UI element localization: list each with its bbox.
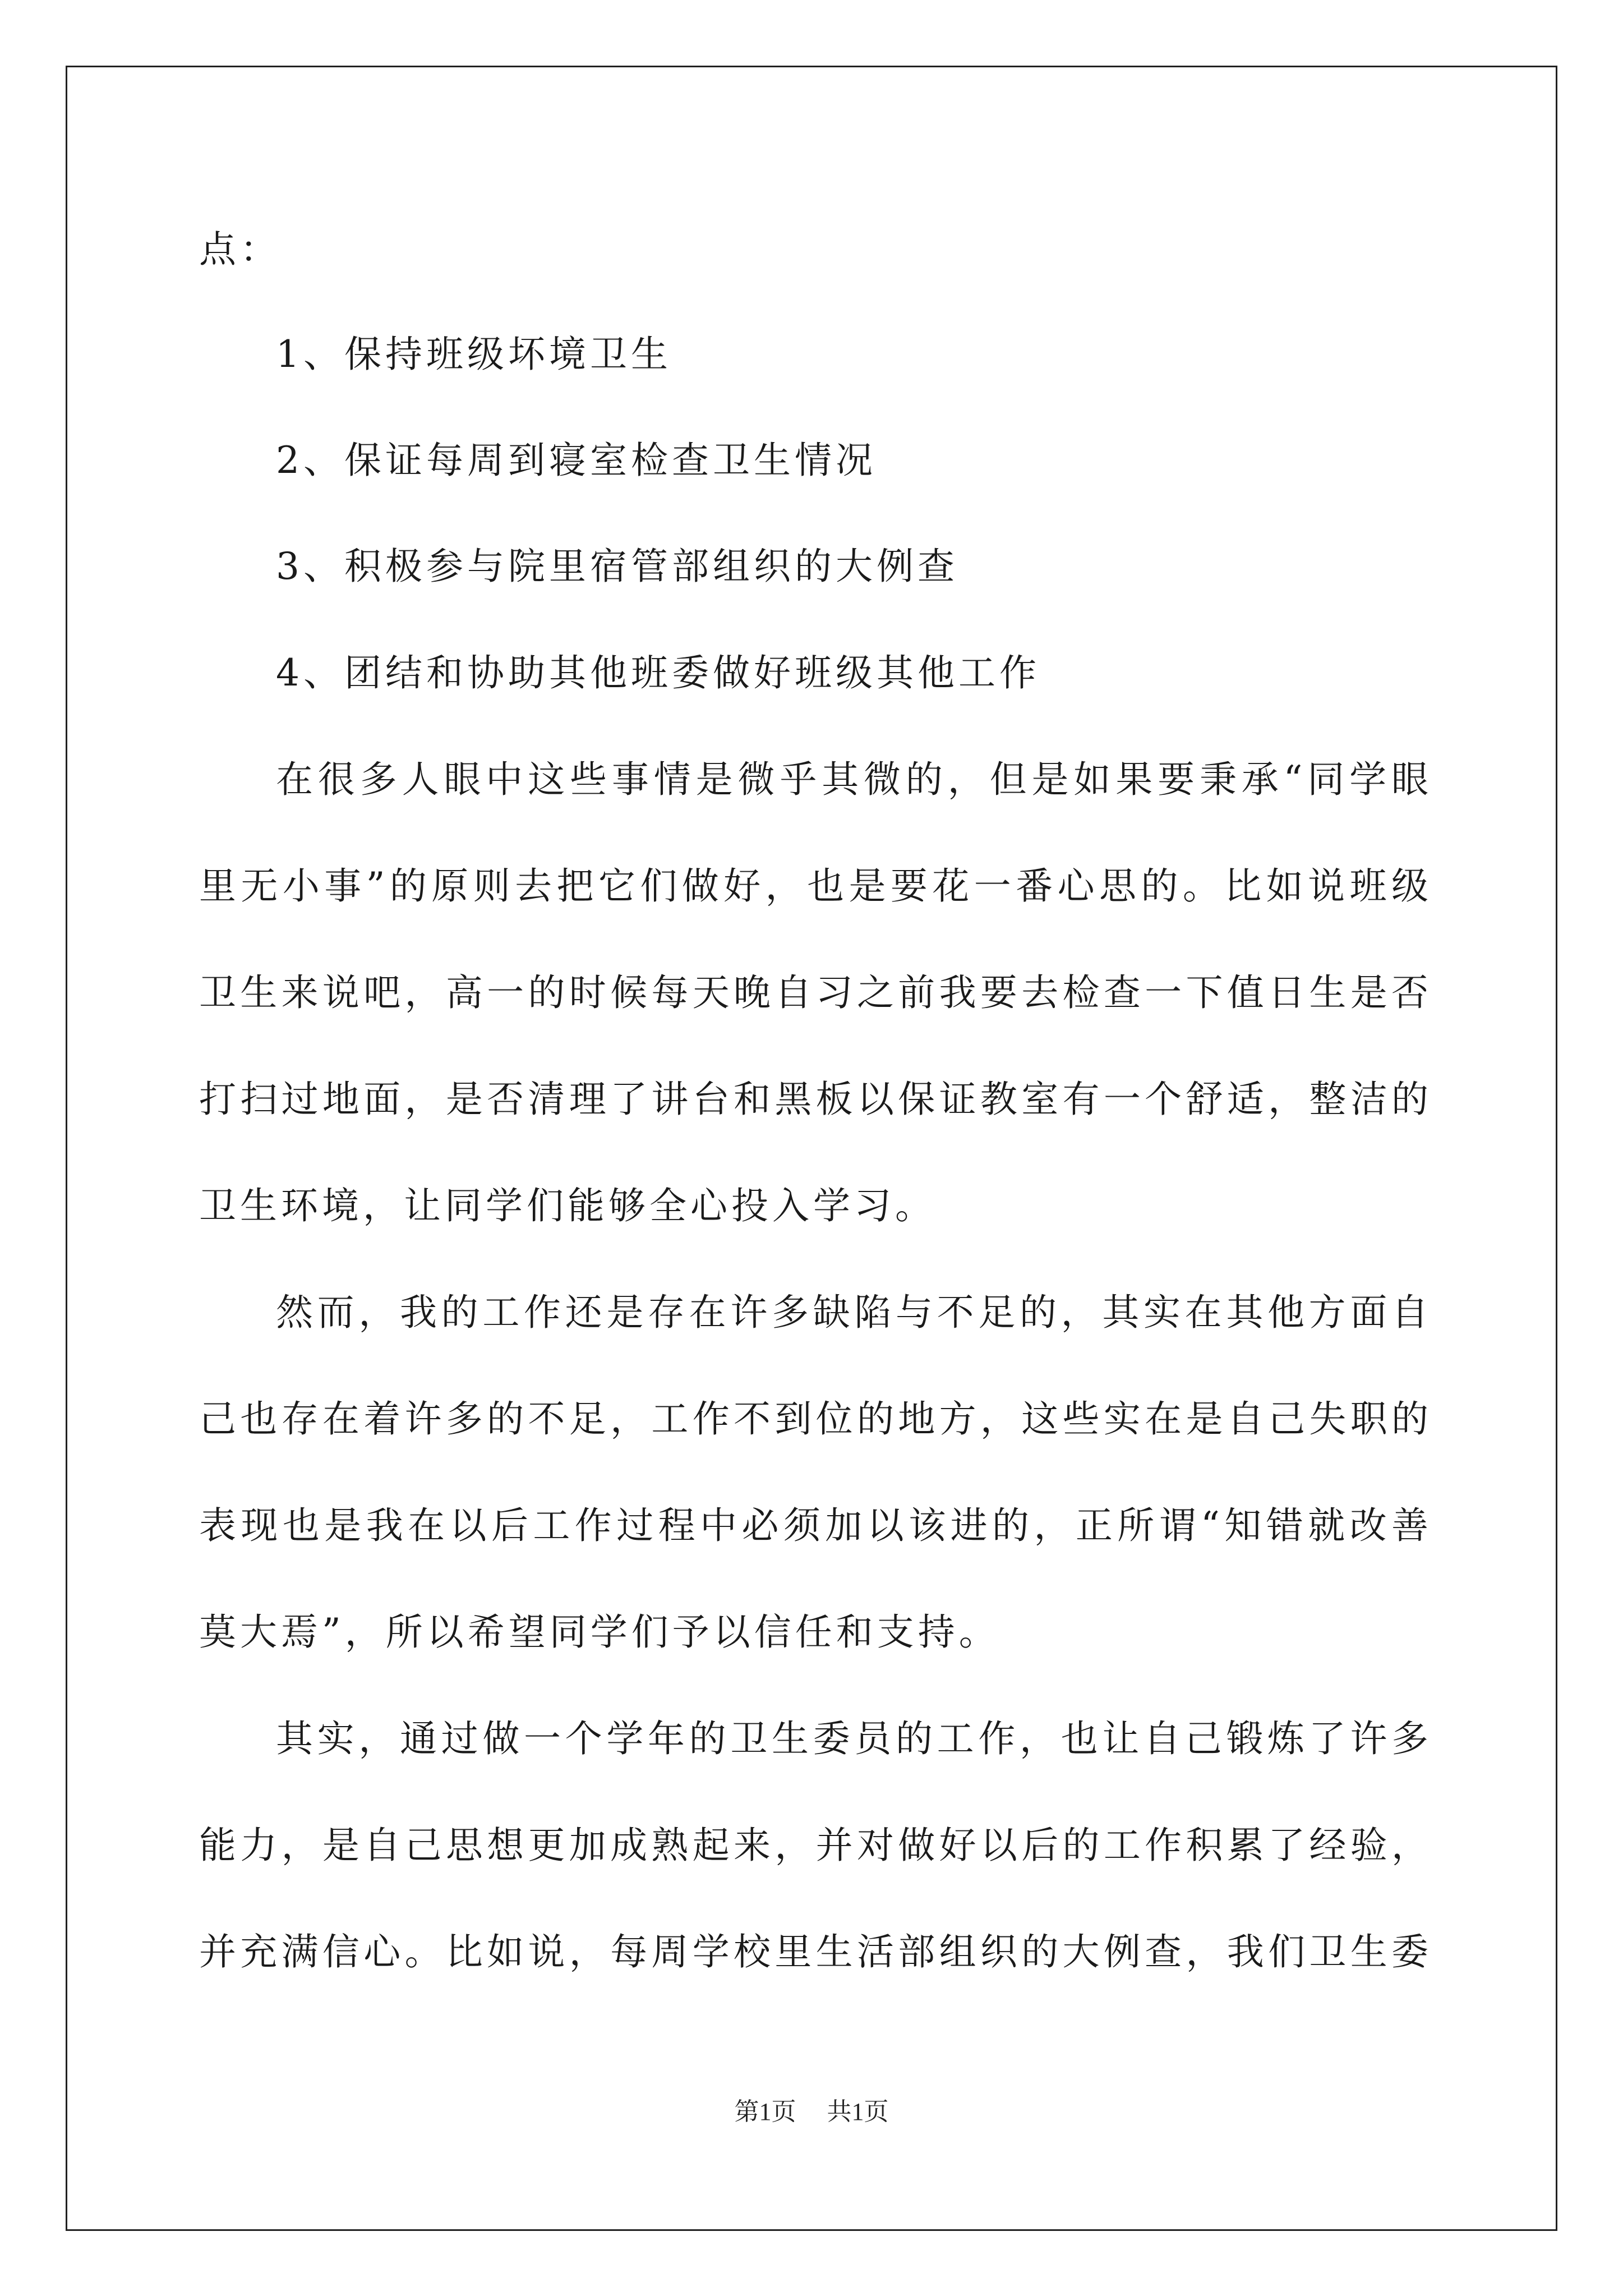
paragraph-line: 己也存在着许多的不足，工作不到位的地方，这些实在是自己失职的 <box>199 1397 1428 1441</box>
paragraph-line: 莫大焉”，所以希望同学们予以信任和支持。 <box>199 1611 1000 1654</box>
paragraph-line: 然而，我的工作还是存在许多缺陷与不足的，其实在其他方面自 <box>276 1291 1428 1334</box>
paragraph-line: 卫生来说吧，高一的时候每天晚自习之前我要去检查一下值日生是否 <box>199 971 1428 1014</box>
list-item: 1、保持班级坏境卫生 <box>276 333 672 376</box>
list-item: 3、积极参与院里宿管部组织的大例查 <box>276 545 958 588</box>
paragraph-line: 在很多人眼中这些事情是微乎其微的，但是如果要秉承“同学眼 <box>276 758 1428 801</box>
paragraph-line: 表现也是我在以后工作过程中必须加以该进的，正所谓“知错就改善 <box>199 1504 1428 1547</box>
list-item: 2、保证每周到寝室检查卫生情况 <box>276 439 877 482</box>
paragraph-line: 能力，是自己思想更加成熟起来，并对做好以后的工作积累了经验， <box>199 1824 1428 1867</box>
text-line: 点： <box>199 228 281 271</box>
page-total: 共1页 <box>827 2098 889 2125</box>
page-footer <box>0 2095 1623 2129</box>
page-number: 第1页 <box>734 2098 796 2125</box>
paragraph-line: 里无小事”的原则去把它们做好，也是要花一番心思的。比如说班级 <box>199 864 1428 908</box>
paragraph-line: 打扫过地面，是否清理了讲台和黑板以保证教室有一个舒适，整洁的 <box>199 1078 1428 1121</box>
paragraph-line: 其实，通过做一个学年的卫生委员的工作，也让自己锻炼了许多 <box>276 1717 1428 1760</box>
list-item: 4、团结和协助其他班委做好班级其他工作 <box>276 651 1040 694</box>
paragraph-line: 并充满信心。比如说，每周学校里生活部组织的大例查，我们卫生委 <box>199 1930 1428 1973</box>
paragraph-line: 卫生环境，让同学们能够全心投入学习。 <box>199 1184 936 1227</box>
